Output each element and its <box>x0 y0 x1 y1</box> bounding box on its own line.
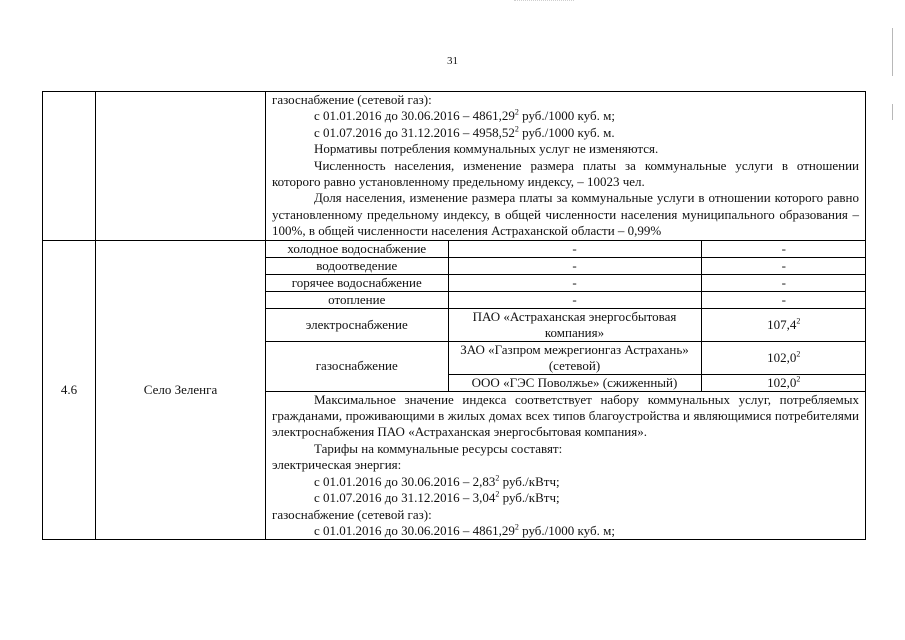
scan-artifact <box>514 0 574 4</box>
provider-name: - <box>448 257 701 274</box>
index-value: - <box>701 274 866 291</box>
row-number-cell: 4.6 <box>43 240 96 540</box>
line-end: руб./кВтч; <box>499 490 560 506</box>
description-cell <box>266 240 866 540</box>
scan-artifact <box>892 104 893 120</box>
service-name: холодное водоснабжение <box>266 241 448 258</box>
text-line: газоснабжение (сетевой газ): <box>272 506 432 522</box>
text-line: Доля населения, изменение размера платы за коммунальные услуги в отношении которого равно установленному предельному индексу, в общей численности населения муниципального образования – 100%, в общей численности населения Астраханской области – 0,99% <box>272 190 859 239</box>
scan-artifact <box>892 28 893 76</box>
table-row-prev <box>43 92 866 241</box>
text-line: Тарифы на коммунальные ресурсы составят: <box>314 440 563 456</box>
footnote-mark: 2 <box>514 124 519 134</box>
line-end: руб./кВтч; <box>499 473 560 489</box>
text-line: Численность населения, изменение размера платы за коммунальные услуги в отношении которого равно установленному предельному индексу, – 10023 чел. <box>272 157 859 190</box>
footnote-mark: 2 <box>495 489 500 499</box>
text-line <box>272 474 859 490</box>
index-value: - <box>701 291 866 308</box>
service-row <box>266 241 866 258</box>
service-row <box>266 257 866 274</box>
service-row <box>266 291 866 308</box>
text-line <box>272 125 859 141</box>
footnote-mark: 2 <box>514 522 519 532</box>
text-line <box>272 490 859 506</box>
index-value: - <box>701 257 866 274</box>
line-end: руб./1000 куб. м. <box>518 124 615 140</box>
description-text <box>266 92 865 240</box>
provider-name: - <box>448 241 701 258</box>
index-value: 107,4$^2$ <box>701 308 866 341</box>
line-start: с 01.07.2016 до 31.12.2016 – 3,04 <box>314 490 496 506</box>
provider-name: ЗАО «Газпром межрегионгаз Астрахань» (сетевой) <box>448 341 701 374</box>
page-number: 31 <box>447 55 458 67</box>
service-row <box>266 308 866 341</box>
service-name: водоотведение <box>266 257 448 274</box>
text-line: газоснабжение (сетевой газ): <box>272 92 432 107</box>
row-number-cell <box>43 92 96 241</box>
service-name: горячее водоснабжение <box>266 274 448 291</box>
line-start: с 01.01.2016 до 30.06.2016 – 4861,29 <box>314 522 515 538</box>
line-start: с 01.07.2016 до 31.12.2016 – 4958,52 <box>314 124 515 140</box>
description-cell <box>266 92 866 241</box>
services-table <box>266 241 866 392</box>
footnote-mark: 2 <box>796 349 801 359</box>
text-line: Нормативы потребления коммунальных услуг не изменяются. <box>314 141 659 157</box>
line-start: с 01.01.2016 до 30.06.2016 – 2,83 <box>314 473 496 489</box>
settlement-name-cell <box>96 92 266 241</box>
index-value: 102,0$^2$ <box>701 341 866 374</box>
service-name: электроснабжение <box>266 308 448 341</box>
line-end: руб./1000 куб. м; <box>518 522 615 538</box>
text-line <box>272 523 859 539</box>
footnote-mark: 2 <box>514 108 519 118</box>
line-start: с 01.01.2016 до 30.06.2016 – 4861,29 <box>314 108 515 124</box>
settlement-name-cell: Село Зеленга <box>96 240 266 540</box>
line-end: руб./1000 куб. м; <box>518 108 615 124</box>
text-line <box>272 108 859 124</box>
index-value: 102,0$^2$ <box>701 374 866 391</box>
description-text <box>266 392 865 540</box>
footnote-mark: 2 <box>796 316 801 326</box>
index-value: - <box>701 241 866 258</box>
text-line: Максимальное значение индекса соответствует набору коммунальных услуг, потребляемых гражданами, проживающими в жилых домах всех типов благоустройства и являющимися потребителями электроснабжения ПАО «Астраханская энергосбытовая компания». <box>272 391 859 440</box>
tariff-table <box>42 91 866 540</box>
service-row <box>266 341 866 374</box>
provider-name: ПАО «Астраханская энергосбытовая компания» <box>448 308 701 341</box>
service-row <box>266 274 866 291</box>
provider-name: - <box>448 274 701 291</box>
provider-name: ООО «ГЭС Поволжье» (сжиженный) <box>448 374 701 391</box>
text-line: электрическая энергия: <box>272 457 402 473</box>
service-name: отопление <box>266 291 448 308</box>
footnote-mark: 2 <box>495 473 500 483</box>
table-row-4-6 <box>43 240 866 540</box>
footnote-mark: 2 <box>796 374 801 384</box>
service-name: газоснабжение <box>266 341 448 391</box>
provider-name: - <box>448 291 701 308</box>
